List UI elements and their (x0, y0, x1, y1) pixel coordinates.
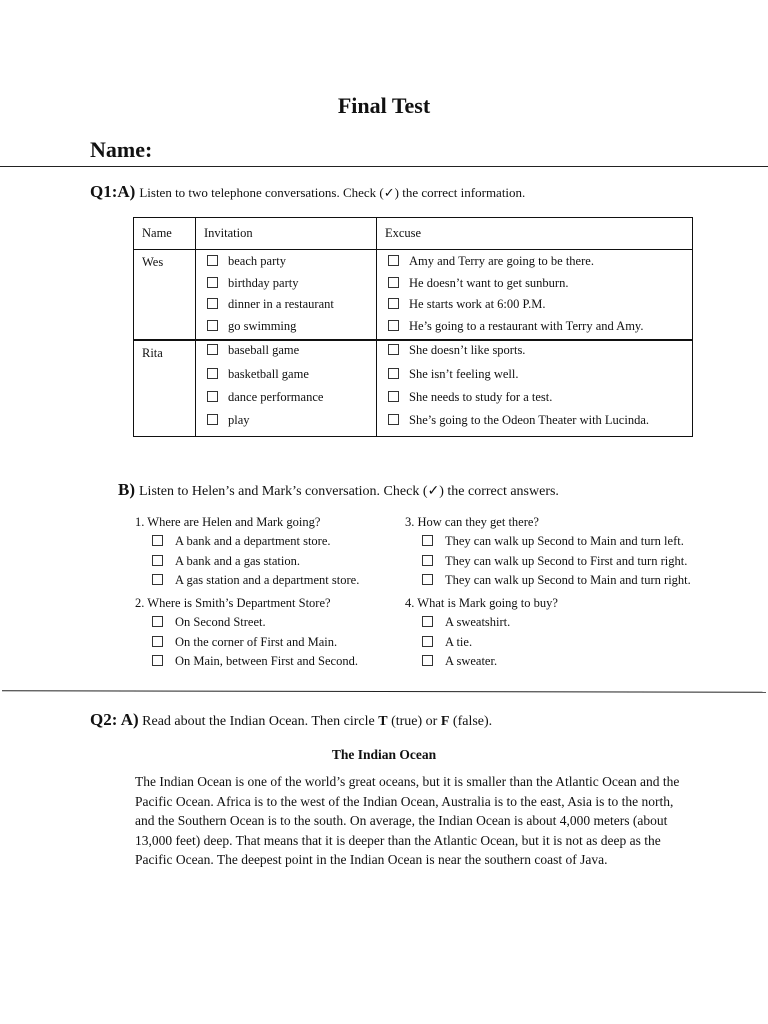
checkbox[interactable] (422, 555, 433, 566)
checkbox[interactable] (207, 391, 218, 402)
passage-title: The Indian Ocean (331, 747, 437, 762)
q1-heading (90, 182, 525, 202)
true-letter: T (378, 714, 388, 729)
q1b-heading (118, 480, 559, 500)
q1-table (133, 217, 693, 437)
option-label: beach party (228, 254, 286, 268)
option (377, 387, 692, 410)
option-label: dinner in a restaurant (228, 297, 334, 311)
answer-option (135, 652, 358, 672)
q2-heading (90, 710, 492, 730)
answer-label: A tie. (445, 634, 473, 649)
option-label: He’s going to a restaurant with Terry and Amy. (409, 318, 644, 333)
checkbox[interactable] (207, 320, 218, 331)
answer-option (135, 552, 359, 572)
q1b-instruction: Listen to Helen’s and Mark’s conversation. Check (✓) the correct answers. (139, 484, 559, 499)
option-label: She’s going to the Odeon Theater with Lucinda. (409, 413, 649, 427)
column-header: Excuse (377, 218, 693, 250)
q1-label: Q1:A) (90, 182, 136, 201)
answer-label: On Second Street. (175, 615, 266, 629)
row-name: Rita (134, 340, 196, 437)
checkbox[interactable] (388, 255, 399, 266)
answer-label: They can walk up Second to Main and turn right. (445, 573, 691, 587)
answer-option (135, 571, 359, 591)
option (196, 341, 376, 364)
answer-option (405, 633, 558, 653)
row-name: Wes (134, 250, 196, 341)
checkbox[interactable] (207, 298, 218, 309)
answer-label: A gas station and a department store. (175, 573, 360, 587)
page-title: Final Test (337, 93, 431, 118)
checkbox[interactable] (152, 636, 163, 647)
option (196, 251, 376, 273)
option (196, 364, 376, 387)
checkbox[interactable] (152, 655, 163, 666)
question-2 (135, 594, 358, 672)
checkbox[interactable] (207, 368, 218, 379)
answer-label: They can walk up Second to Main and turn left. (445, 534, 684, 548)
checkbox[interactable] (388, 277, 399, 288)
checkbox[interactable] (388, 298, 399, 309)
checkbox[interactable] (388, 414, 399, 425)
question-1 (135, 513, 359, 591)
checkbox[interactable] (422, 616, 433, 627)
q1b-label: B) (118, 480, 135, 499)
question-text: 1. Where are Helen and Mark going? (135, 515, 321, 529)
table-row (134, 340, 693, 437)
checkbox[interactable] (207, 255, 218, 266)
invitation-cell (196, 340, 377, 437)
checkbox[interactable] (152, 535, 163, 546)
checkbox[interactable] (388, 368, 399, 379)
answer-label: A sweatshirt. (445, 615, 511, 629)
invitation-cell (196, 250, 377, 341)
q1-instruction: Listen to two telephone conversations. Check (✓) the correct information. (139, 185, 526, 200)
option-label: basketball game (228, 367, 309, 381)
answer-option (405, 652, 558, 672)
checkbox[interactable] (422, 636, 433, 647)
option (196, 316, 376, 338)
checkbox[interactable] (152, 616, 163, 627)
name-label: Name: (90, 137, 153, 162)
true-word: (true) or (391, 714, 438, 729)
option-label: play (228, 413, 250, 427)
option-label: He starts work at 6:00 P.M. (409, 297, 546, 311)
checkbox[interactable] (388, 391, 399, 402)
option (377, 410, 692, 433)
checkbox[interactable] (422, 535, 433, 546)
option-label: go swimming (228, 318, 297, 333)
answer-option (405, 613, 558, 633)
question-text: 3. How can they get there? (405, 515, 539, 529)
question-3 (405, 513, 691, 591)
question-4 (405, 594, 558, 672)
option-label: She needs to study for a test. (409, 390, 553, 404)
option-label: She doesn’t like sports. (409, 343, 526, 357)
option-label: He doesn’t want to get sunburn. (409, 275, 569, 290)
checkbox[interactable] (152, 574, 163, 585)
option (377, 251, 692, 273)
answer-option (135, 532, 359, 552)
divider (2, 690, 766, 693)
answer-label: A sweater. (445, 654, 498, 668)
q2-label: Q2: A) (90, 710, 139, 729)
option (377, 341, 692, 364)
answer-option (405, 571, 691, 591)
checkbox[interactable] (422, 655, 433, 666)
checkbox[interactable] (388, 320, 399, 331)
column-header: Name (134, 218, 196, 250)
table-row (134, 250, 693, 341)
option (196, 273, 376, 295)
checkbox[interactable] (422, 574, 433, 585)
answer-label: A bank and a department store. (175, 534, 331, 548)
false-word: (false). (452, 714, 493, 729)
false-letter: F (440, 714, 450, 729)
option-label: birthday party (228, 275, 299, 290)
answer-label: On Main, between First and Second. (175, 654, 358, 668)
answer-option (405, 532, 691, 552)
column-header: Invitation (196, 218, 377, 250)
option (196, 294, 376, 316)
option-label: dance performance (228, 390, 324, 404)
checkbox[interactable] (207, 277, 218, 288)
checkbox[interactable] (207, 414, 218, 425)
answer-label: They can walk up Second to First and turn right. (445, 553, 688, 568)
excuse-cell (377, 340, 693, 437)
passage-text: The Indian Ocean is one of the world’s great oceans, but it is smaller than the Atlantic Ocean and the Pacific Ocean. Africa is to the west of the Indian Ocean, Australia is to the east, Asia is to the north, and the Southern Ocean is to the south. On average, the Indian Ocean is about 4,000 meters (about 13,000 feet) deep. That means that it is deeper than the Atlantic Ocean, but it is not as deep as the Pacific Ocean. The deepest point in the Indian Ocean is near the southern coast of Java. (135, 774, 680, 867)
question-text: 2. Where is Smith’s Department Store? (135, 596, 331, 610)
option (377, 273, 692, 295)
table-header-row (134, 218, 693, 250)
option (377, 364, 692, 387)
checkbox[interactable] (388, 344, 399, 355)
checkbox[interactable] (152, 555, 163, 566)
answer-option (135, 613, 358, 633)
option (377, 316, 692, 338)
option (377, 294, 692, 316)
option-label: She isn’t feeling well. (409, 367, 519, 381)
divider (0, 166, 768, 167)
checkbox[interactable] (207, 344, 218, 355)
q2-instruction: Read about the Indian Ocean. Then circle (142, 714, 375, 729)
answer-label: A bank and a gas station. (175, 553, 300, 568)
excuse-cell (377, 250, 693, 341)
answer-option (135, 633, 358, 653)
option-label: baseball game (228, 343, 300, 357)
answer-label: On the corner of First and Main. (175, 634, 338, 649)
question-text: 4. What is Mark going to buy? (405, 596, 558, 610)
option (196, 410, 376, 433)
answer-option (405, 552, 691, 572)
option-label: Amy and Terry are going to be there. (409, 254, 594, 268)
option (196, 387, 376, 410)
